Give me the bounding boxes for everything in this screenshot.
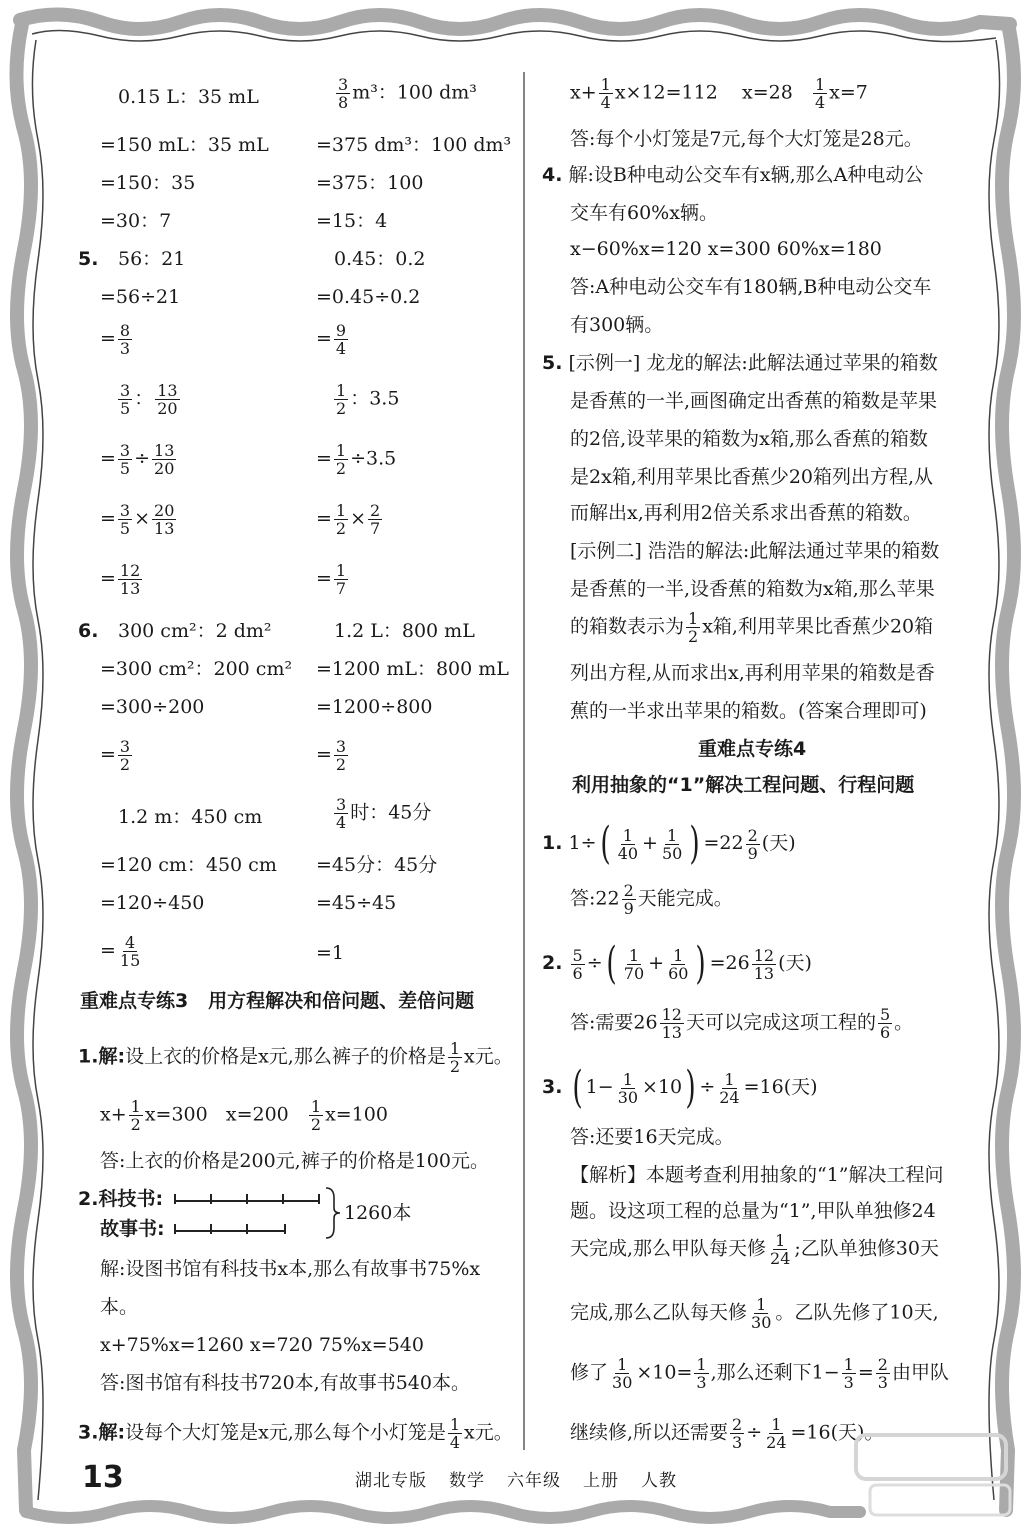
expr: = $\frac{9}{4}$: [316, 321, 347, 358]
text-line: 交车有60%x辆。: [570, 202, 718, 224]
expr: =375 dm³：100 dm³: [316, 134, 512, 156]
question-number: 6.: [78, 620, 99, 642]
expr: =15：4: [316, 210, 388, 232]
text-line: 的箱数表示为 $\frac{1}{2}$ x箱,利用苹果比香蕉少20箱: [570, 609, 934, 646]
question-number: 5.: [78, 248, 99, 270]
total-label: 1260本: [344, 1202, 412, 1224]
expr: =45÷45: [316, 892, 397, 914]
expr: = $\frac{3}{2}$: [100, 737, 131, 774]
analysis-text: 天完成,那么甲队每天修 $\frac{1}{24}$ ;乙队单独修30天: [570, 1231, 939, 1268]
expr: $\frac{3}{4}$ 时：45分: [336, 795, 432, 832]
analysis-text: 题。设这项工程的总量为“1”,甲队单独修24: [570, 1200, 936, 1222]
expr: =375：100: [316, 172, 424, 194]
text-line: 蕉的一半求出苹果的箱数。(答案合理即可): [570, 700, 927, 722]
expr: = $\frac{3}{5}$ ÷ $\frac{13}{20}$: [100, 441, 175, 478]
text-line: [示例二] 浩浩的解法:此解法通过苹果的箱数: [570, 540, 940, 562]
answer: 答:22 $\frac{2}{9}$ 天能完成。: [570, 881, 733, 918]
expr: $\frac{1}{2}$ ：3.5: [336, 381, 400, 418]
expr: =1200÷800: [316, 696, 433, 718]
text-line: 的2倍,设苹果的箱数为x箱,那么香蕉的箱数: [570, 428, 928, 450]
equation: x+ $\frac{1}{2}$ x=300 x=200 $\frac{1}{2}$ x=100: [100, 1097, 388, 1134]
question-5: 5. [示例一] 龙龙的解法:此解法通过苹果的箱数: [542, 352, 938, 374]
text-line: 而解出x,再利用2倍关系求出香蕉的箱数。: [570, 502, 922, 524]
expr: =150 mL：35 mL: [100, 134, 269, 156]
expr: =300÷200: [100, 696, 205, 718]
footer-item: 六年级: [507, 1471, 561, 1491]
answer: 答:上衣的价格是200元,裤子的价格是100元。: [100, 1150, 489, 1172]
section-subtitle: 利用抽象的“1”解决工程问题、行程问题: [572, 774, 915, 796]
expr: 1.2 L：800 mL: [334, 620, 475, 642]
analysis-text: 完成,那么乙队每天修 $\frac{1}{30}$ 。乙队先修了10天,: [570, 1295, 939, 1332]
footer-item: 湖北专版: [355, 1471, 427, 1491]
expr: 0.15 L：35 mL: [118, 86, 259, 108]
section-title: 重难点专练3 用方程解决和倍问题、差倍问题: [80, 990, 475, 1012]
page-number: 13: [82, 1460, 124, 1495]
text-line: 是香蕉的一半,设香蕉的箱数为x箱,那么苹果: [570, 578, 935, 600]
solution-text: 解:设图书馆有科技书x本,那么有故事书75%x: [100, 1258, 481, 1280]
expr: =56÷21: [100, 286, 181, 308]
expr: =1200 mL：800 mL: [316, 658, 509, 680]
expr: = $\frac{8}{3}$: [100, 321, 131, 358]
text-line: 是2x箱,利用苹果比香蕉少20箱列出方程,从: [570, 466, 934, 488]
expr: =150：35: [100, 172, 196, 194]
expr: 300 cm²：2 dm²: [118, 620, 272, 642]
expr: $\frac{3}{5}$ ： $\frac{13}{20}$: [120, 381, 178, 418]
expr: = $\frac{1}{7}$: [316, 561, 347, 598]
diagram-label: 故事书:: [100, 1218, 165, 1240]
analysis-text: 修了 $\frac{1}{30}$ ×10= $\frac{1}{3}$ ,那么还剩下1− $\frac{1}{3}$ = $\frac{2}{3}$ 由甲队: [570, 1355, 949, 1392]
s4-question-1: 1. 1÷( $\frac{1}{40}$ + $\frac{1}{50}$ ) =22 $\frac{2}{9}$ (天): [542, 818, 796, 869]
question-2: 2.科技书:: [78, 1188, 164, 1210]
expr: = $\frac{3}{2}$: [316, 737, 347, 774]
expr: = $\frac{1}{2}$ ÷3.5: [316, 441, 397, 478]
expr: =1: [316, 942, 345, 964]
expr: = $\frac{4}{15}$: [100, 933, 141, 970]
expr: 0.45：0.2: [334, 248, 426, 270]
expr: = $\frac{1}{2}$ × $\frac{2}{7}$: [316, 501, 381, 538]
expr: =0.45÷0.2: [316, 286, 421, 308]
analysis-text: 继续修,所以还需要 $\frac{2}{3}$ ÷ $\frac{1}{24}$ =16(天)。: [570, 1415, 884, 1452]
answer: 答:需要26 $\frac{12}{13}$ 天可以完成这项工程的 $\frac{5}{6}$ 。: [570, 1005, 914, 1042]
answer: 答:每个小灯笼是7元,每个大灯笼是28元。: [570, 128, 923, 150]
answer: 答:还要16天完成。: [570, 1126, 734, 1148]
expr: 56：21: [118, 248, 186, 270]
expr: $\frac{3}{8}$ m³：100 dm³: [338, 75, 477, 112]
text-line: 是香蕉的一半,画图确定出香蕉的箱数是苹果: [570, 390, 938, 412]
expr: = $\frac{12}{13}$: [100, 561, 141, 598]
footer-item: 上册: [583, 1471, 619, 1491]
text-line: 列出方程,从而求出x,再利用苹果的箱数是香: [570, 662, 935, 684]
expr: = $\frac{3}{5}$ × $\frac{20}{13}$: [100, 501, 175, 538]
equation: x−60%x=120 x=300 60%x=180: [570, 238, 882, 260]
s4-question-3: 3. ( 1− $\frac{1}{30}$ ×10) ÷ $\frac{1}{24}$ =16(天): [542, 1062, 818, 1113]
expr: =120 cm：450 cm: [100, 854, 277, 876]
s4-question-2: 2. $\frac{5}{6}$ ÷( $\frac{1}{70}$ + $\frac{1}{60}$ ) =26 $\frac{12}{13}$ (天): [542, 938, 812, 989]
answer: 有300辆。: [570, 314, 664, 336]
question-1: 1.解:设上衣的价格是x元,那么裤子的价格是 $\frac{1}{2}$ x元。: [78, 1039, 513, 1076]
answer: 答:图书馆有科技书720本,有故事书540本。: [100, 1372, 470, 1394]
expr: 1.2 m：450 cm: [118, 806, 263, 828]
expr: =45分：45分: [316, 854, 438, 876]
expr: =120÷450: [100, 892, 205, 914]
section-title: 重难点专练4: [698, 738, 807, 760]
watermark-logo: [850, 1425, 1020, 1525]
footer-item: 数学: [449, 1471, 485, 1491]
equation: x+75%x=1260 x=720 75%x=540: [100, 1334, 424, 1356]
question-3: 3.解:设每个大灯笼是x元,那么每个小灯笼是 $\frac{1}{4}$ x元。: [78, 1415, 513, 1452]
question-4: 4. 解:设B种电动公交车有x辆,那么A种电动公: [542, 164, 924, 186]
answer: 答:A种电动公交车有180辆,B种电动公交车: [570, 276, 932, 298]
expr: =300 cm²：200 cm²: [100, 658, 293, 680]
footer-info: [355, 1466, 699, 1491]
equation: x+ $\frac{1}{4}$ x×12=112 x=28 $\frac{1}{4}$ x=7: [570, 75, 868, 112]
solution-text: 本。: [100, 1296, 139, 1318]
analysis-text: 【解析】本题考查利用抽象的“1”解决工程问: [570, 1164, 944, 1186]
footer-item: 人教: [641, 1471, 677, 1491]
expr: =30：7: [100, 210, 172, 232]
